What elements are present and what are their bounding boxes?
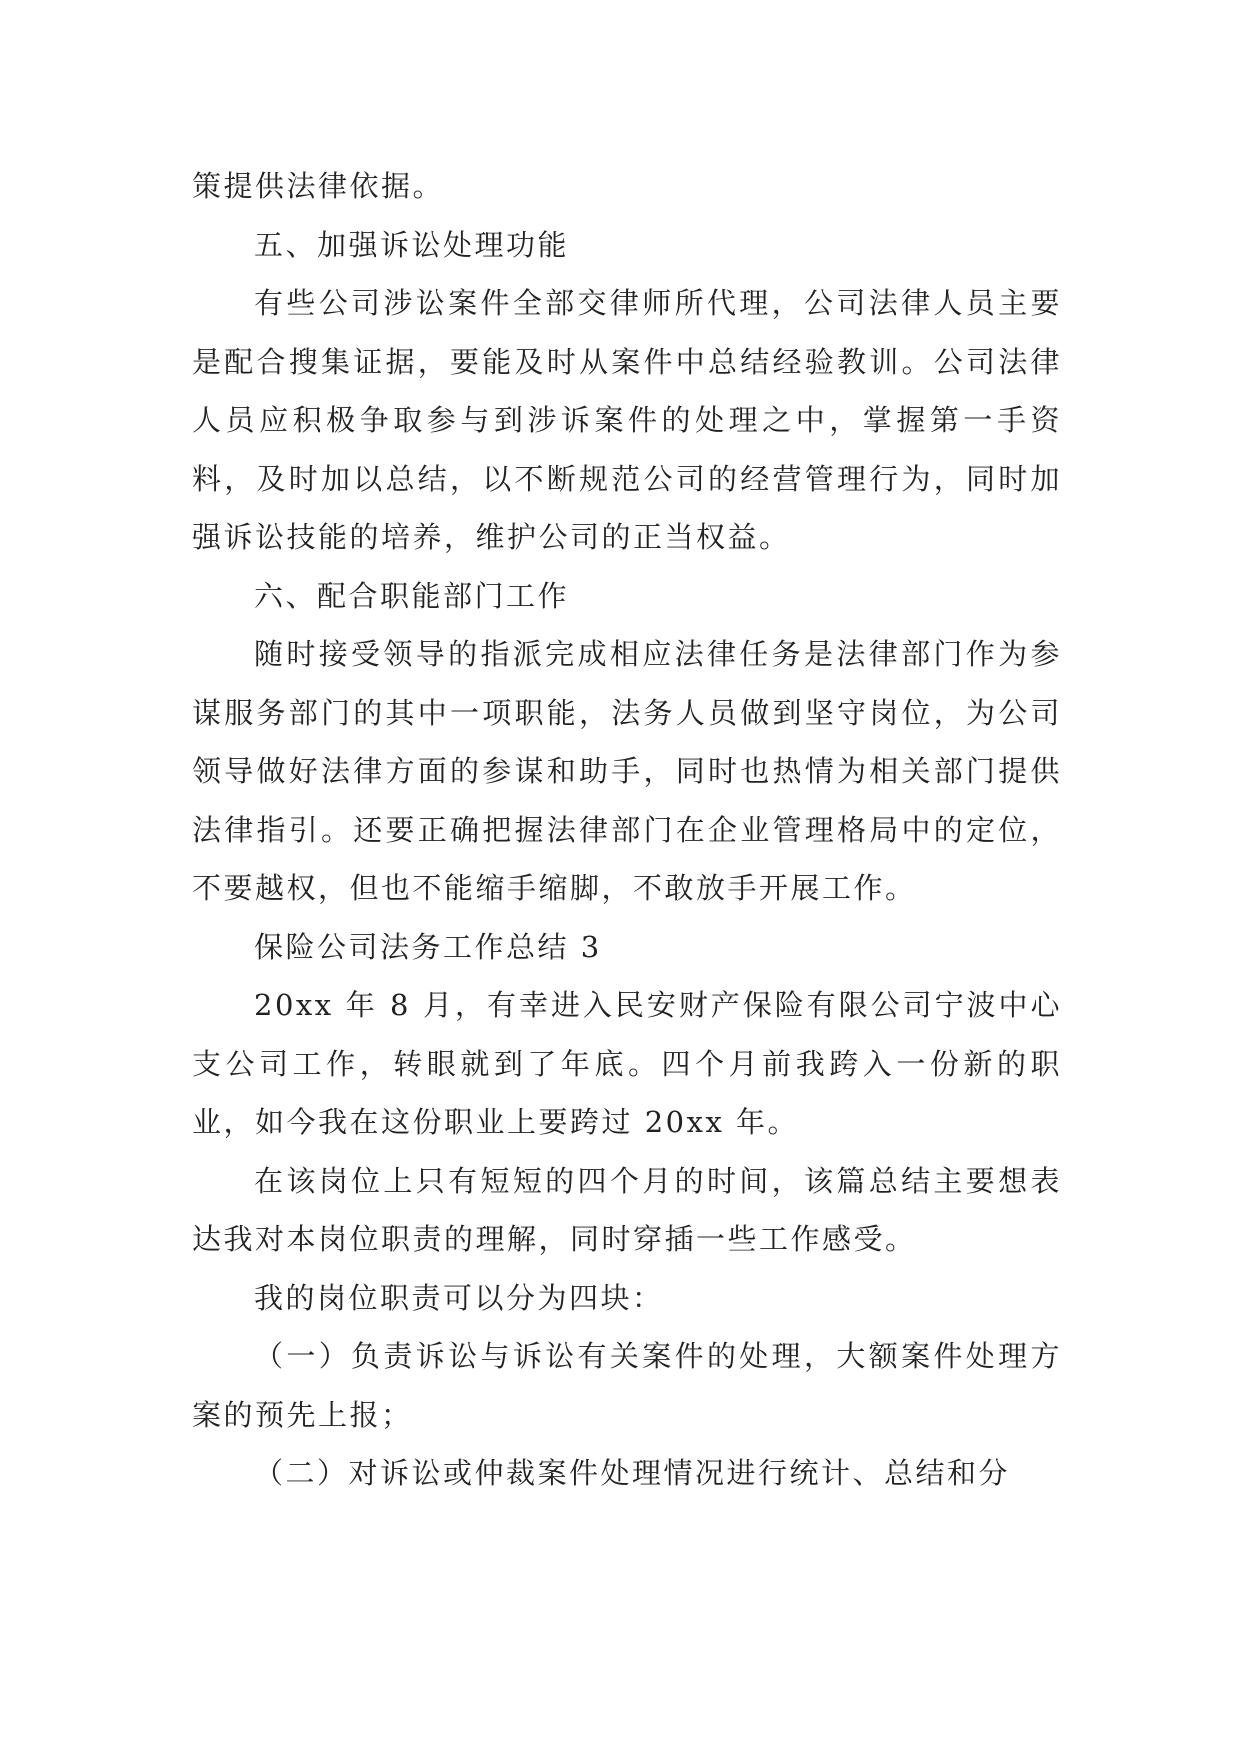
summary-title-3: 保险公司法务工作总结 3 [254,929,602,964]
paragraph-duties-intro: 我的岗位职责可以分为四块： [254,1280,664,1315]
paragraph-summary-purpose: 在该岗位上只有短短的四个月的时间，该篇总结主要想表达我对本岗位职责的理解，同时穿插一些工作感受。 [192,1163,1062,1256]
paragraph-cooperation: 随时接受领导的指派完成相应法律任务是法律部门作为参谋服务部门的其中一项职能，法务人员做到坚守岗位，为公司领导做好法律方面的参谋和助手，同时也热情为相关部门提供法律指引。还要正确把握法律部门在企业管理格局中的定位，不要越权，但也不能缩手缩脚，不敢放手开展工作。 [192,637,1062,905]
document-body [192,157,1062,1503]
paragraph-litigation: 有些公司涉讼案件全部交律师所代理，公司法律人员主要是配合搜集证据，要能及时从案件中总结经验教训。公司法律人员应积极争取参与到涉诉案件的处理之中，掌握第一手资料，及时加以总结，以不断规范公司的经营管理行为，同时加强诉讼技能的培养，维护公司的正当权益。 [192,286,1062,554]
section-heading-5: 五、加强诉讼处理功能 [254,227,570,262]
paragraph-duty-1: （一）负责诉讼与诉讼有关案件的处理，大额案件处理方案的预先上报； [192,1339,1062,1432]
section-heading-6: 六、配合职能部门工作 [254,578,570,613]
paragraph-continuation: 策提供法律依据。 [192,169,445,203]
paragraph-intro: 20xx 年 8 月，有幸进入民安财产保险有限公司宁波中心支公司工作，转眼就到了年底。四个月前我跨入一份新的职业，如今我在这份职业上要跨过 20xx 年。 [192,988,1062,1139]
paragraph-duty-2: （二）对诉讼或仲裁案件处理情况进行统计、总结和分 [254,1456,1011,1490]
